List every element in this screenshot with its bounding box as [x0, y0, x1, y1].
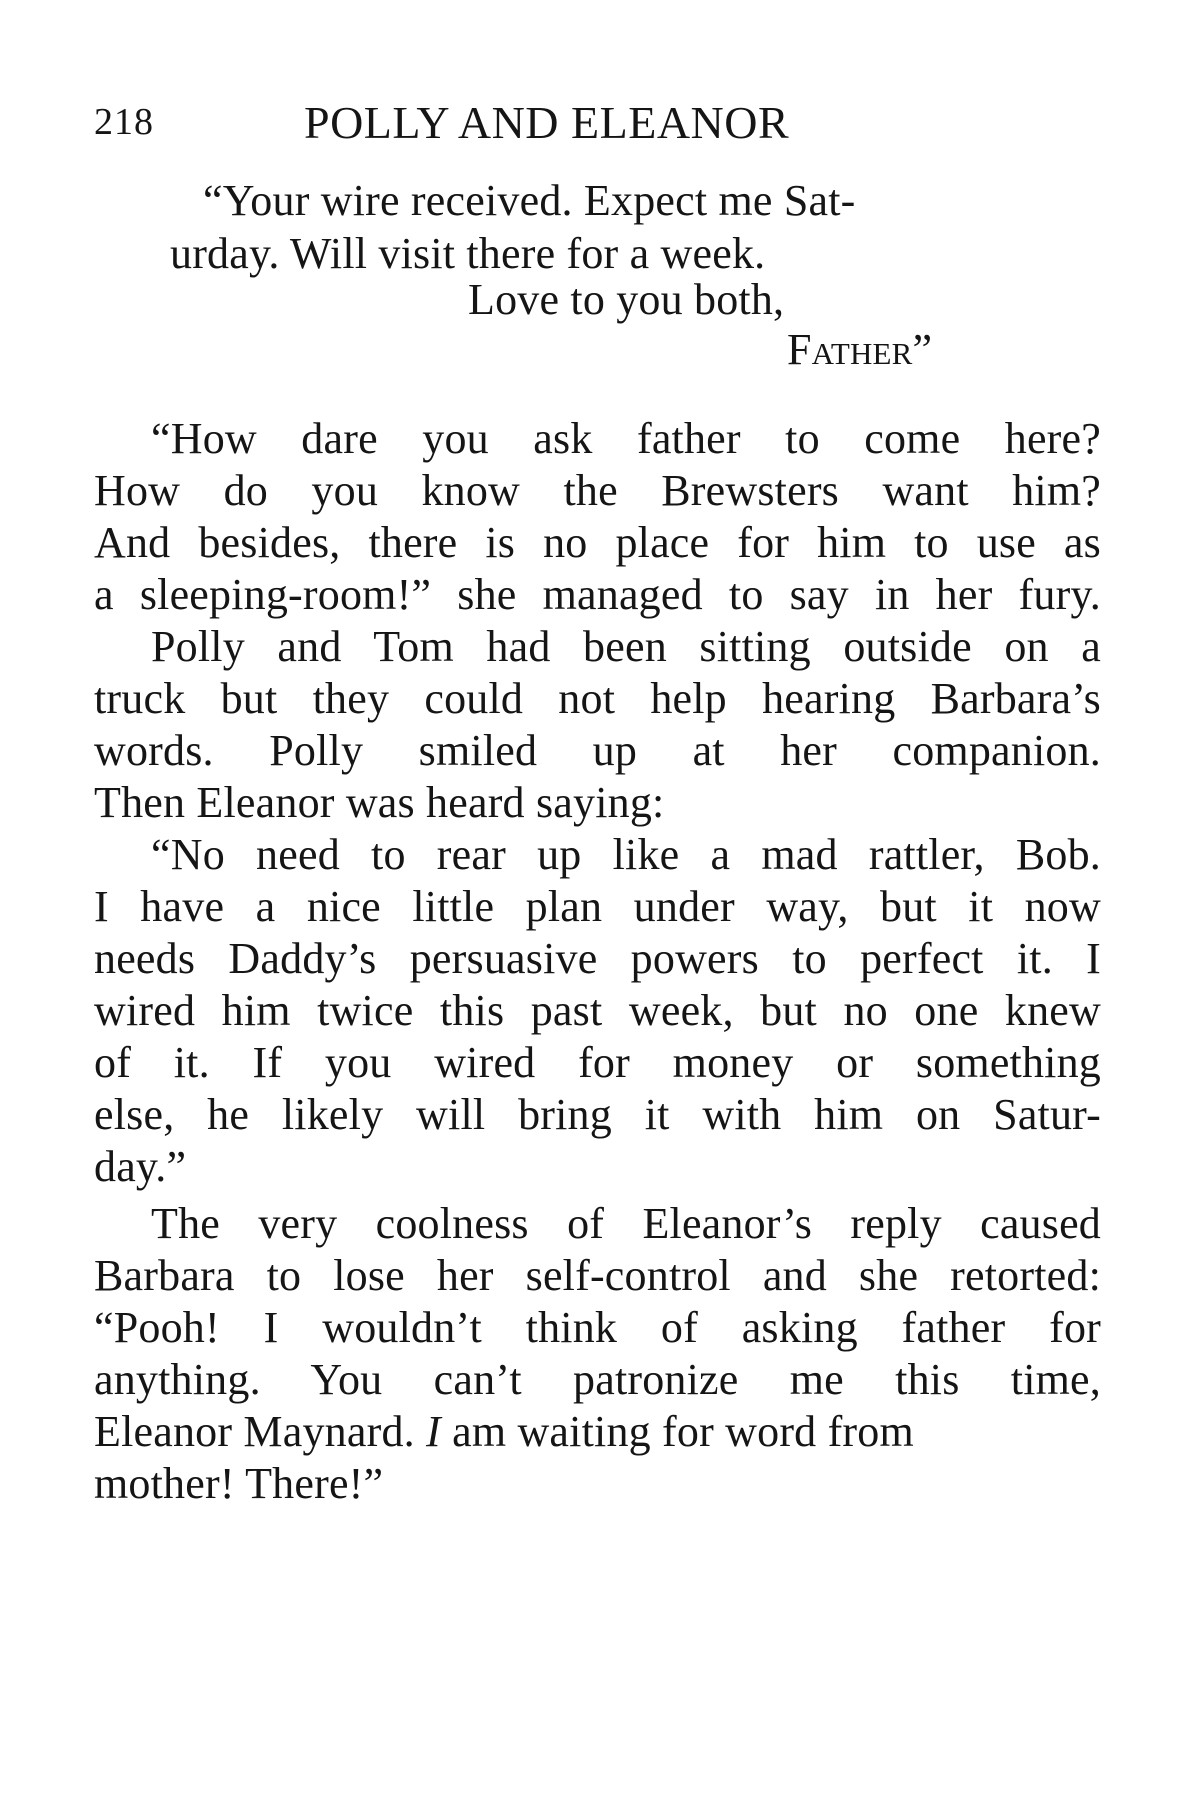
- paragraph-4-line-5: [94, 1406, 1101, 1458]
- telegram-closing: Love to you both,: [468, 275, 785, 324]
- telegram-signature: Father”: [787, 325, 933, 374]
- running-title: POLLY AND ELEANOR: [304, 97, 790, 148]
- paragraph-4-line-3: “Pooh! I wouldn’t think of asking father for: [94, 1303, 1101, 1352]
- paragraph-2-line-1: Polly and Tom had been sitting outside on a: [151, 622, 1101, 671]
- paragraph-4-line-5-end: am waiting for word from: [440, 1407, 914, 1456]
- paragraph-4-line-1: The very coolness of Eleanor’s reply caused: [151, 1199, 1101, 1248]
- paragraph-3-line-6: else, he likely will bring it with him on Satur-: [94, 1090, 1101, 1139]
- paragraph-2-line-2: truck but they could not help hearing Barbara’s: [94, 674, 1101, 723]
- paragraph-3-line-3: needs Daddy’s persuasive powers to perfect it. I: [94, 934, 1101, 983]
- paragraph-2-line-4: Then Eleanor was heard saying:: [94, 778, 665, 827]
- page-number: 218: [94, 101, 154, 143]
- paragraph-1-line-1: “How dare you ask father to come here?: [151, 414, 1101, 463]
- telegram-line-1: “Your wire received. Expect me Sat-: [203, 176, 856, 225]
- paragraph-3-line-2: I have a nice little plan under way, but it now: [94, 882, 1101, 931]
- paragraph-1-line-3: And besides, there is no place for him to use as: [94, 518, 1101, 567]
- telegram-line-2: urday. Will visit there for a week.: [170, 229, 766, 278]
- paragraph-3-line-5: of it. If you wired for money or something: [94, 1038, 1101, 1087]
- paragraph-3-line-1: “No need to rear up like a mad rattler, Bob.: [151, 830, 1101, 879]
- paragraph-4-line-4: anything. You can’t patronize me this time,: [94, 1355, 1101, 1404]
- paragraph-4-line-2: Barbara to lose her self-control and she retorted:: [94, 1251, 1101, 1300]
- paragraph-2-line-3: words. Polly smiled up at her companion.: [94, 726, 1101, 775]
- paragraph-1-line-2: How do you know the Brewsters want him?: [94, 466, 1101, 515]
- paragraph-3-line-7: day.”: [94, 1142, 187, 1191]
- emphasized-pronoun: I: [426, 1407, 441, 1456]
- paragraph-4-line-6: mother! There!”: [94, 1459, 384, 1508]
- paragraph-1-line-4: a sleeping-room!” she managed to say in her fury.: [94, 570, 1101, 619]
- page-header: [94, 96, 894, 156]
- paragraph-4-line-5-start: Eleanor Maynard.: [94, 1407, 427, 1456]
- paragraph-3-line-4: wired him twice this past week, but no one knew: [94, 986, 1101, 1035]
